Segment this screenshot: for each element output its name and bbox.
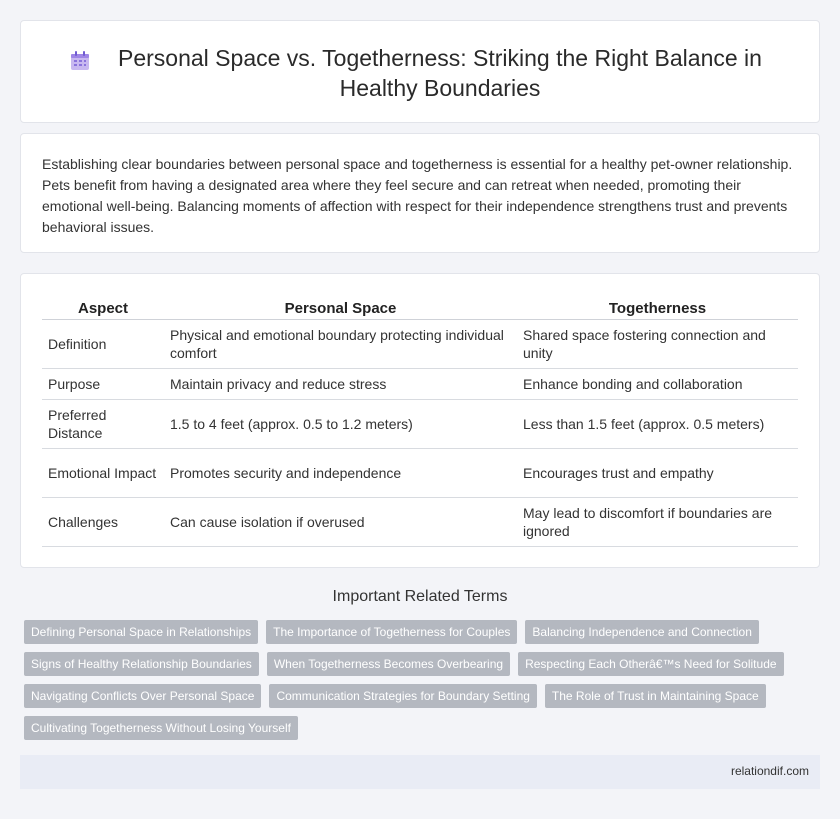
table-header-row xyxy=(42,295,798,319)
table-cell: Encourages trust and empathy xyxy=(517,448,798,497)
intro-text: Establishing clear boundaries between personal space and togetherness is essential for a healthy pet-owner relationship. Pets benefit from having a designated area where they feel secure and can retreat when needed, promoting their emotional well-being. Balancing moments of affection with respect for their independence strengthens trust and prevents behavioral issues. xyxy=(42,156,793,235)
table-row xyxy=(42,399,798,448)
table-cell: Physical and emotional boundary protecting individual comfort xyxy=(164,319,517,368)
page-title-text: Personal Space vs. Togetherness: Striking the Right Balance in Healthy Boundaries xyxy=(118,45,762,101)
column-header: Aspect xyxy=(42,295,164,319)
intro-card xyxy=(20,133,820,253)
related-term-tag[interactable]: When Togetherness Becomes Overbearing xyxy=(267,652,510,676)
table-cell: Definition xyxy=(42,319,164,368)
table-row xyxy=(42,497,798,546)
related-term-tag[interactable]: Respecting Each Otherâ€™s Need for Solitude xyxy=(518,652,783,676)
related-term-tag[interactable]: Defining Personal Space in Relationships xyxy=(24,620,258,644)
column-header: Togetherness xyxy=(517,295,798,319)
related-term-tag[interactable]: Balancing Independence and Connection xyxy=(525,620,759,644)
table-cell: Challenges xyxy=(42,497,164,546)
table-cell: Can cause isolation if overused xyxy=(164,497,517,546)
comparison-table xyxy=(42,295,798,547)
footer xyxy=(20,755,820,789)
table-row xyxy=(42,319,798,368)
related-terms-list xyxy=(24,620,804,740)
table-cell: Emotional Impact xyxy=(42,448,164,497)
table-cell: 1.5 to 4 feet (approx. 0.5 to 1.2 meters) xyxy=(164,399,517,448)
footer-site-link[interactable]: relationdif.com xyxy=(730,764,809,778)
title-card xyxy=(20,20,820,123)
table-row xyxy=(42,368,798,399)
table-cell: Preferred Distance xyxy=(42,399,164,448)
table-cell: Promotes security and independence xyxy=(164,448,517,497)
table-cell: May lead to discomfort if boundaries are ignored xyxy=(517,497,798,546)
table-cell: Less than 1.5 feet (approx. 0.5 meters) xyxy=(517,399,798,448)
table-cell: Shared space fostering connection and unity xyxy=(517,319,798,368)
related-terms-title: Important Related Terms xyxy=(332,588,508,605)
comparison-table-card xyxy=(20,273,820,568)
table-cell: Maintain privacy and reduce stress xyxy=(164,368,517,399)
related-term-tag[interactable]: Cultivating Togetherness Without Losing Yourself xyxy=(24,716,298,740)
related-term-tag[interactable]: The Role of Trust in Maintaining Space xyxy=(545,684,766,708)
column-header: Personal Space xyxy=(164,295,517,319)
table-cell: Purpose xyxy=(42,368,164,399)
related-term-tag[interactable]: Navigating Conflicts Over Personal Space xyxy=(24,684,261,708)
related-term-tag[interactable]: Signs of Healthy Relationship Boundaries xyxy=(24,652,259,676)
related-term-tag[interactable]: Communication Strategies for Boundary Setting xyxy=(269,684,536,708)
table-row xyxy=(42,448,798,497)
page-title xyxy=(21,43,819,103)
related-term-tag[interactable]: The Importance of Togetherness for Couples xyxy=(266,620,517,644)
table-cell: Enhance bonding and collaboration xyxy=(517,368,798,399)
